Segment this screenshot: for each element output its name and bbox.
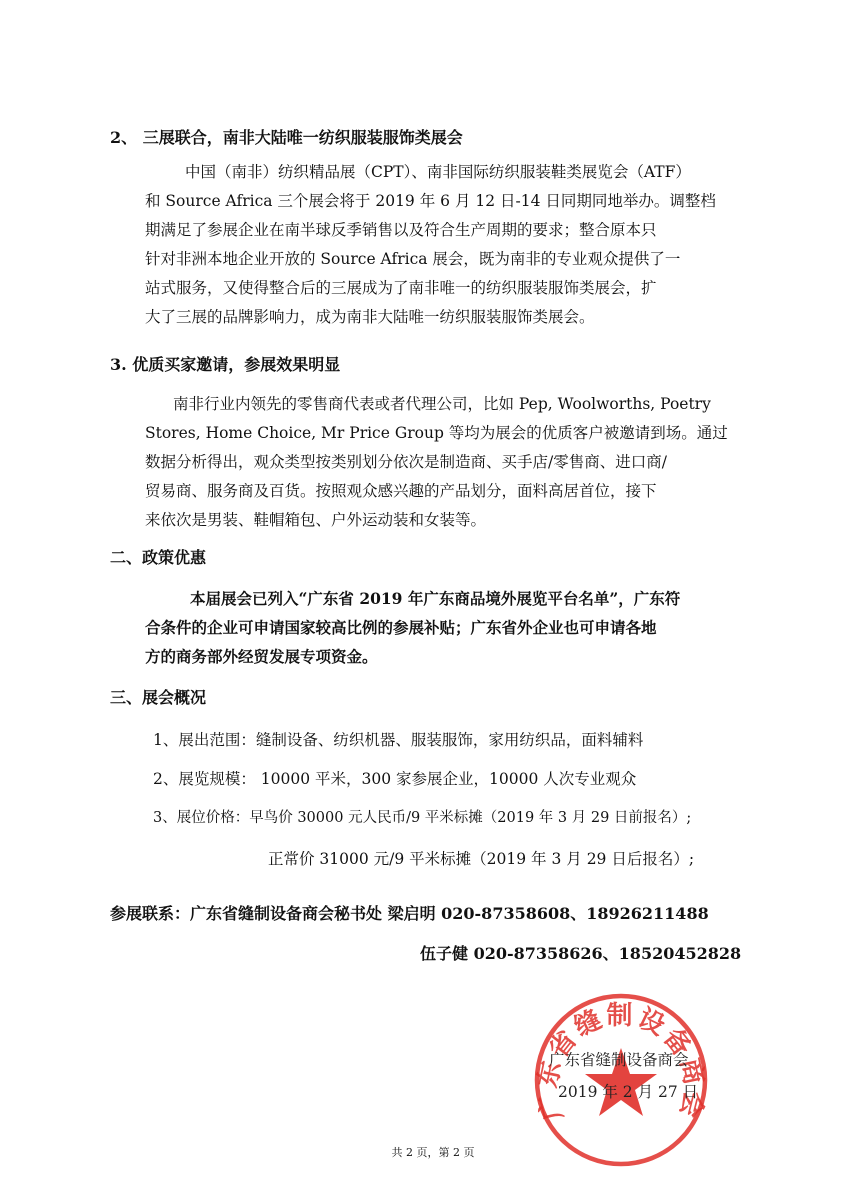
seal-lettering: 广东省缝制设备商会	[532, 1000, 710, 1124]
contact-line-secondary: 伍子健 020-87358626、18520452828	[420, 944, 742, 963]
paragraph-line: 大了三展的品牌影响力，成为南非大陆唯一纺织服装服饰类展会。	[145, 308, 595, 326]
section-2-paragraph	[110, 158, 735, 332]
overview-item-scope: 1、展出范围：缝制设备、纺织机器、服装服饰，家用纺织品，面料辅料	[153, 731, 644, 749]
overview-heading: 三、展会概况	[110, 688, 207, 707]
paragraph-line: 来依次是男装、鞋帽箱包、户外运动装和女装等。	[145, 511, 487, 529]
overview-item-scale: 2、展览规模： 10000 平米，300 家参展企业，10000 人次专业观众	[153, 770, 637, 788]
paragraph-line: 数据分析得出，观众类型按类别划分依次是制造商、买手店/零售商、进口商/	[145, 453, 667, 471]
page-footer: 共 2 页，第 2 页	[391, 1146, 475, 1159]
section-3-paragraph	[110, 390, 735, 535]
section-3-heading: 3. 优质买家邀请，参展效果明显	[110, 355, 341, 374]
overview-item-price-early: 3、展位价格：早鸟价 30000 元人民币/9 平米标摊（2019 年 3 月 29 日前报名）;	[153, 810, 692, 826]
paragraph-line: 针对非洲本地企业开放的 Source Africa 展会，既为南非的专业观众提供了一	[145, 250, 681, 268]
paragraph-line: 合条件的企业可申请国家较高比例的参展补贴；广东省外企业也可申请各地	[145, 618, 657, 637]
paragraph-line: 方的商务部外经贸发展专项资金。	[145, 647, 378, 666]
signature-date: 2019 年 2 月 27 日	[558, 1083, 699, 1101]
section-2-heading: 2、 三展联合，南非大陆唯一纺织服装服饰类展会	[110, 128, 463, 147]
paragraph-line: 期满足了参展企业在南半球反季销售以及符合生产周期的要求；整合原本只	[145, 221, 657, 239]
signature-organization: 广东省缝制设备商会	[549, 1051, 689, 1069]
paragraph-line: 南非行业内领先的零售商代表或者代理公司，比如 Pep, Woolworths, Poetry	[173, 395, 711, 413]
policy-heading: 二、政策优惠	[110, 548, 207, 567]
paragraph-line: 贸易商、服务商及百货。按照观众感兴趣的产品划分，面料高居首位，接下	[145, 482, 657, 500]
policy-paragraph	[110, 584, 735, 671]
paragraph-line: 本届展会已列入“广东省 2019 年广东商品境外展览平台名单”，广东符	[190, 589, 681, 608]
contact-line-primary: 参展联系：广东省缝制设备商会秘书处 梁启明 020-87358608、18926211488	[110, 904, 709, 923]
overview-item-price-normal: 正常价 31000 元/9 平米标摊（2019 年 3 月 29 日后报名）;	[268, 850, 695, 868]
paragraph-line: 和 Source Africa 三个展会将于 2019 年 6 月 12 日-14 日同期同地举办。调整档	[145, 192, 716, 210]
paragraph-line: 站式服务，又使得整合后的三展成为了南非唯一的纺织服装服饰类展会，扩	[145, 279, 657, 297]
paragraph-line: Stores, Home Choice, Mr Price Group 等均为展会的优质客户被邀请到场。通过	[145, 424, 728, 442]
paragraph-line: 中国（南非）纺织精品展（CPT）、南非国际纺织服装鞋类展览会（ATF）	[185, 163, 691, 181]
